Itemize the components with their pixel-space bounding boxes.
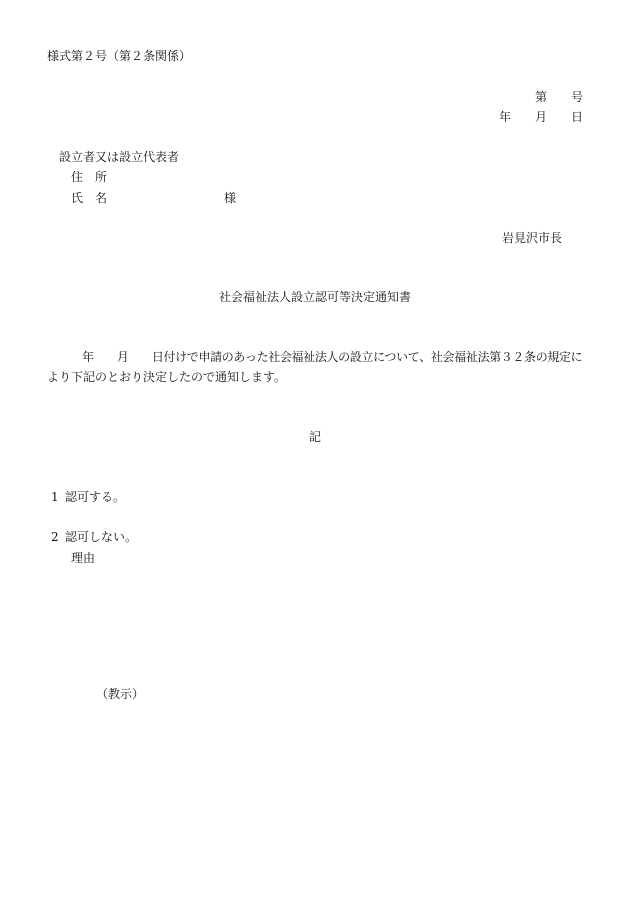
item-1-number: 1 bbox=[51, 490, 59, 504]
form-label: 様式第２号（第２条関係） bbox=[47, 49, 192, 63]
recipient-honorific: 様 bbox=[224, 191, 237, 205]
item-2-text: 認可しない。 bbox=[65, 530, 138, 544]
document-title: 社会福祉法人設立認可等決定通知書 bbox=[218, 290, 411, 304]
item-1-text: 認可する。 bbox=[65, 490, 126, 504]
body-line-1: 年 月 日付けで申請のあった社会福祉法人の設立について、社会福祉法第３２条の規定に bbox=[47, 350, 583, 364]
issuer-name: 岩見沢市長 bbox=[501, 231, 562, 245]
body-line-2: より下記のとおり決定したので通知します。 bbox=[47, 370, 287, 384]
recipient-address-label: 住 所 bbox=[71, 170, 108, 184]
document-date-line: 年 月 日 bbox=[498, 110, 583, 124]
recipient-name-label: 氏 名 bbox=[71, 191, 108, 205]
ki-heading: 記 bbox=[308, 430, 321, 444]
reason-label: 理由 bbox=[71, 551, 96, 565]
notice-label: （教示） bbox=[96, 687, 145, 701]
recipient-heading: 設立者又は設立代表者 bbox=[59, 150, 180, 164]
document-number-line: 第 号 bbox=[534, 90, 583, 104]
item-2-number: 2 bbox=[51, 530, 59, 544]
